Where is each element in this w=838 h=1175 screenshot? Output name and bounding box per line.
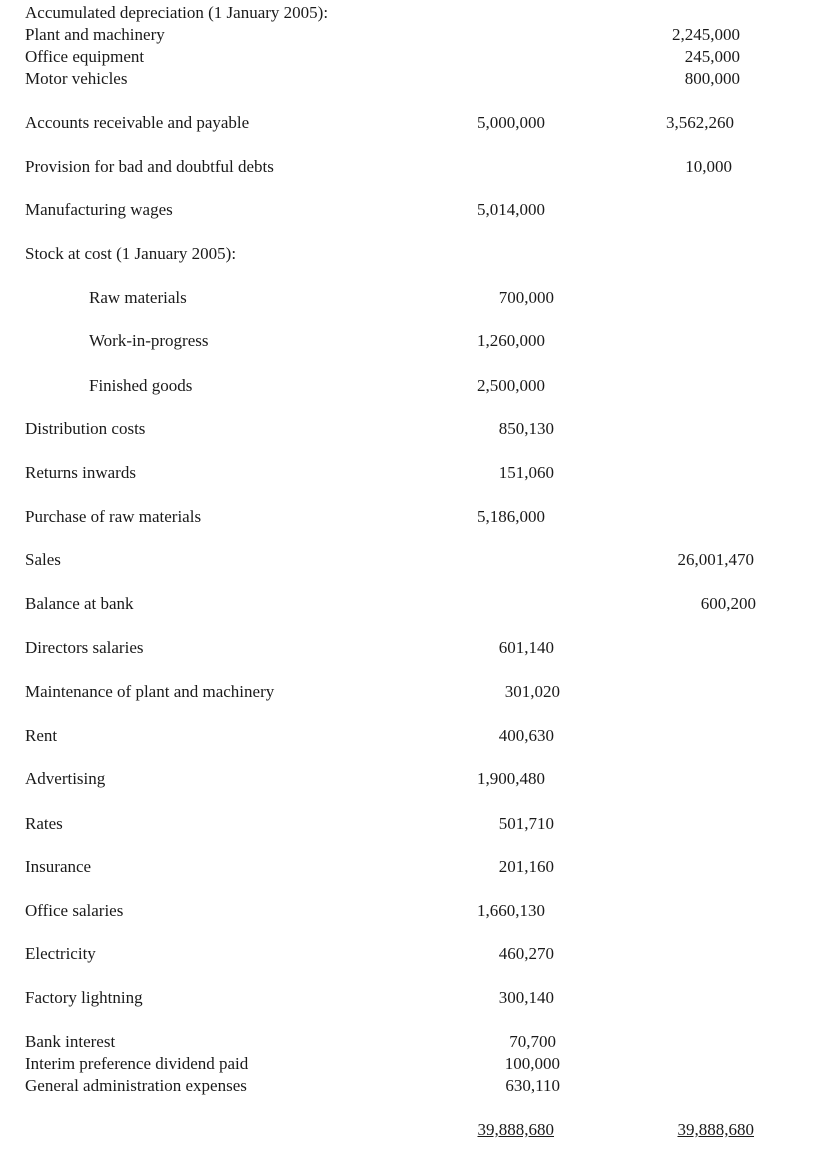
- maintenance-label: Maintenance of plant and machinery: [25, 682, 275, 701]
- acc-dep-office-label: Office equipment: [25, 47, 145, 66]
- returns-debit: 151,060: [498, 463, 554, 482]
- insurance-label: Insurance: [25, 857, 92, 876]
- lighting-label: Factory lightning: [25, 988, 143, 1007]
- stock-wip-debit: 1,260,000: [477, 331, 545, 350]
- rates-label: Rates: [25, 814, 63, 833]
- wages-label: Manufacturing wages: [25, 200, 173, 219]
- stock-raw-debit: 700,000: [498, 288, 554, 307]
- bank-label: Balance at bank: [25, 594, 134, 613]
- directors-label: Directors salaries: [25, 638, 144, 657]
- bank-credit: 600,200: [700, 594, 756, 613]
- returns-label: Returns inwards: [25, 463, 136, 482]
- stock-wip-label: Work-in-progress: [89, 331, 209, 350]
- accounts-debit: 5,000,000: [477, 113, 545, 132]
- accounts-credit: 3,562,260: [666, 113, 734, 132]
- electricity-label: Electricity: [25, 944, 96, 963]
- accounts-label: Accounts receivable and payable: [25, 113, 250, 132]
- advertising-debit: 1,900,480: [477, 769, 545, 788]
- stock-raw-label: Raw materials: [89, 288, 187, 307]
- distribution-label: Distribution costs: [25, 419, 146, 438]
- rates-debit: 501,710: [498, 814, 554, 833]
- insurance-debit: 201,160: [498, 857, 554, 876]
- acc-dep-plant-label: Plant and machinery: [25, 25, 165, 44]
- electricity-debit: 460,270: [498, 944, 554, 963]
- acc-dep-heading: Accumulated depreciation (1 January 2005):: [25, 3, 329, 22]
- provision-credit: 10,000: [685, 157, 732, 176]
- total-credit: 39,888,680: [677, 1120, 754, 1139]
- advertising-label: Advertising: [25, 769, 106, 788]
- admin-expenses-label: General administration expenses: [25, 1076, 247, 1095]
- acc-dep-plant-credit: 2,245,000: [672, 25, 740, 44]
- stock-finished-debit: 2,500,000: [477, 376, 545, 395]
- wages-debit: 5,014,000: [477, 200, 545, 219]
- rent-debit: 400,630: [498, 726, 554, 745]
- sales-label: Sales: [25, 550, 61, 569]
- rent-label: Rent: [25, 726, 58, 745]
- dividend-label: Interim preference dividend paid: [25, 1054, 249, 1073]
- acc-dep-motor-label: Motor vehicles: [25, 69, 128, 88]
- lighting-debit: 300,140: [498, 988, 554, 1007]
- maintenance-debit: 301,020: [504, 682, 560, 701]
- sales-credit: 26,001,470: [677, 550, 754, 569]
- office-salaries-debit: 1,660,130: [477, 901, 545, 920]
- purchases-debit: 5,186,000: [477, 507, 545, 526]
- directors-debit: 601,140: [498, 638, 554, 657]
- stock-finished-label: Finished goods: [89, 376, 193, 395]
- purchases-label: Purchase of raw materials: [25, 507, 202, 526]
- bank-interest-label: Bank interest: [25, 1032, 116, 1051]
- office-salaries-label: Office salaries: [25, 901, 124, 920]
- stock-heading: Stock at cost (1 January 2005):: [25, 244, 237, 263]
- provision-label: Provision for bad and doubtful debts: [25, 157, 274, 176]
- bank-interest-debit: 70,700: [509, 1032, 556, 1051]
- acc-dep-motor-credit: 800,000: [684, 69, 740, 88]
- acc-dep-office-credit: 245,000: [684, 47, 740, 66]
- admin-expenses-debit: 630,110: [505, 1076, 560, 1095]
- dividend-debit: 100,000: [504, 1054, 560, 1073]
- distribution-debit: 850,130: [498, 419, 554, 438]
- total-debit: 39,888,680: [477, 1120, 554, 1139]
